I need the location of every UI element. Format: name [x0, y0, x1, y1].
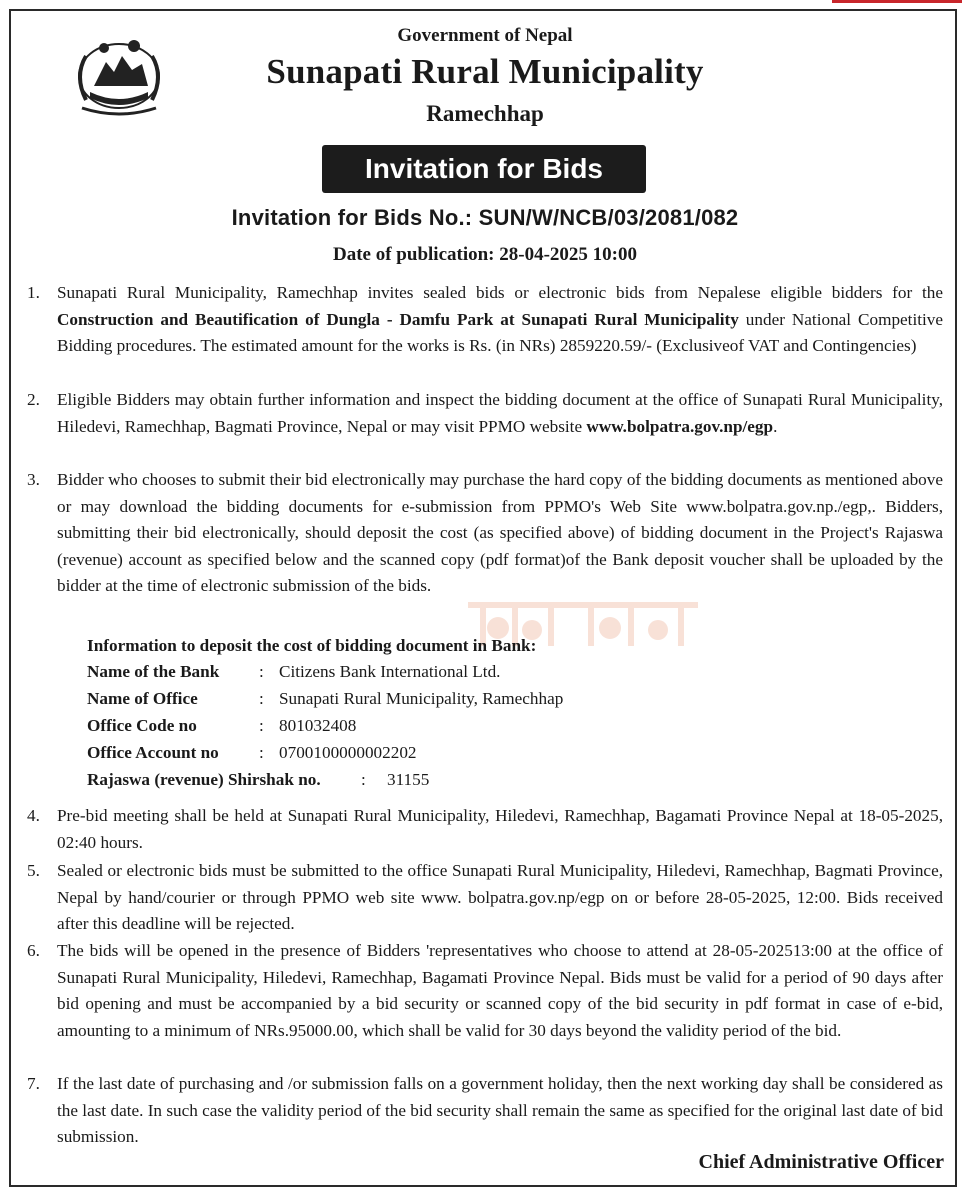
government-heading: Government of Nepal	[397, 25, 573, 46]
clause-1	[27, 280, 943, 360]
bank-row-revenue-head	[87, 770, 937, 797]
bank-colon: :	[361, 770, 366, 789]
bank-value: Sunapati Rural Municipality, Ramechhap	[279, 689, 564, 708]
clause-number: 7.	[27, 1074, 40, 1093]
clause-number: 3.	[27, 470, 40, 489]
website-link: www.bolpatra.gov.np/egp	[586, 416, 774, 436]
bank-label: Name of Office	[87, 689, 198, 708]
clause-2	[27, 387, 943, 440]
clause-3	[27, 467, 943, 600]
clause-number: 5.	[27, 861, 40, 880]
bank-value: 0700100000002202	[279, 743, 417, 762]
signatory-title: Chief Administrative Officer	[698, 1151, 944, 1173]
clause-text: If the last date of purchasing and /or submission falls on a government holiday, then the next working day shall be considered as the last date. In such case the validity period of the bid security shall remain the same as specified for the original last date of bid submission.	[57, 1074, 943, 1146]
clause-text-cont: .	[773, 416, 778, 436]
bank-colon: :	[259, 662, 264, 681]
bank-row-bank-name	[87, 662, 937, 689]
bank-row-office-code	[87, 716, 937, 743]
bank-label: Rajaswa (revenue) Shirshak no.	[87, 770, 321, 789]
bank-row-office-name	[87, 689, 937, 716]
clause-text-cont: under National Competitive Bidding procedures. The estimated amount for the works is Rs. (in NRs) 2859220.59/- (Exclusiveof VAT and Contingencies)	[57, 309, 943, 355]
notice-title-box	[322, 145, 646, 193]
bid-number: Invitation for Bids No.: SUN/W/NCB/03/2081/082	[231, 205, 739, 230]
project-name: Construction and Beautification of Dungla - Damfu Park at Sunapati Rural Municipality	[57, 309, 739, 329]
bank-label: Office Code no	[87, 716, 197, 735]
corner-accent-bar	[832, 0, 962, 3]
clause-5	[27, 858, 943, 938]
bank-value: Citizens Bank International Ltd.	[279, 662, 501, 681]
bank-label: Name of the Bank	[87, 662, 220, 681]
clause-4	[27, 803, 943, 856]
bank-value: 31155	[387, 770, 430, 789]
clause-text: Bidder who chooses to submit their bid electronically may purchase the hard copy of the bidding documents as mentioned above or may download the bidding documents for e-submission from PPMO's Web Site www.bolpatra.gov.np./egp,. Bidders, submitting their bid electronically, should deposit the cost (as specified above) of bidding document in the Project's Rajaswa (revenue) account as specified below and the scanned copy (pdf format)of the Bank deposit voucher shall be uploaded by the bidder at the time of electronic submission of the bids.	[57, 470, 943, 595]
bank-colon: :	[259, 743, 264, 762]
clause-number: 2.	[27, 390, 40, 409]
bank-label: Office Account no	[87, 743, 219, 762]
bank-colon: :	[259, 689, 264, 708]
clause-text: Eligible Bidders may obtain further information and inspect the bidding document at the office of Sunapati Rural Municipality, Hiledevi, Ramechhap, Bagmati Province, Nepal or may visit PPMO website	[57, 390, 943, 436]
clause-text: Sunapati Rural Municipality, Ramechhap invites sealed bids or electronic bids from Nepalese eligible bidders for the	[57, 283, 943, 302]
clause-6	[27, 938, 943, 1044]
bank-row-account-no	[87, 743, 937, 770]
bank-info-title: Information to deposit the cost of bidding document in Bank:	[87, 636, 537, 655]
clause-text: Pre-bid meeting shall be held at Sunapati Rural Municipality, Hiledevi, Ramechhap, Bagamati Province Nepal at 18-05-2025, 02:40 hours.	[57, 806, 943, 852]
district-name: Ramechhap	[426, 101, 544, 126]
notice-title: Invitation for Bids	[365, 153, 603, 184]
publication-date: Date of publication: 28-04-2025 10:00	[333, 244, 637, 265]
clause-number: 1.	[27, 283, 40, 302]
clause-number: 4.	[27, 806, 40, 825]
municipality-name: Sunapati Rural Municipality	[266, 52, 704, 91]
clause-number: 6.	[27, 941, 40, 960]
bank-colon: :	[259, 716, 264, 735]
clause-7	[27, 1071, 943, 1151]
clause-text: The bids will be opened in the presence of Bidders 'representatives who choose to attend at 28-05-202513:00 at the office of Sunapati Rural Municipality, Hiledevi, Ramechhap, Bagamati Province Nepal. Bids must be valid for a period of 90 days after bid opening and must be accompanied by a bid security or scanned copy of the bid security in pdf format in case of e-bid, amounting to a minimum of NRs.95000.00, which shall be valid for 30 days beyond the validity period of the bid.	[57, 941, 943, 1040]
clause-text: Sealed or electronic bids must be submitted to the office Sunapati Rural Municipality, Hiledevi, Ramechhap, Bagmati Province, Nepal by hand/courier or through PPMO web site www. bolpatra.gov.np/egp on or before 28-05-2025, 12:00. Bids received after this deadline will be rejected.	[57, 861, 943, 933]
bank-value: 801032408	[279, 716, 357, 735]
